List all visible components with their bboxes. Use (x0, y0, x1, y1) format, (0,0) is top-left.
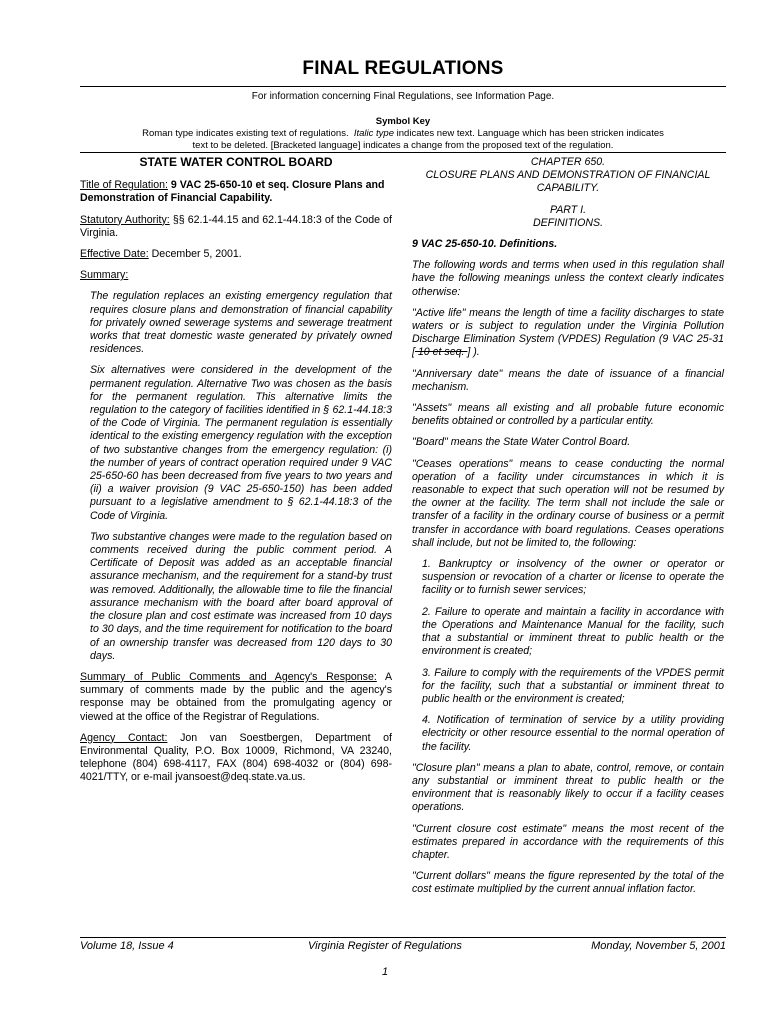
page-title: FINAL REGULATIONS (302, 58, 504, 79)
symbol-key-text: Roman type indicates existing text of regulations. (142, 128, 349, 139)
symbol-key-italic: Italic type (353, 128, 395, 139)
summary-paragraph: Six alternatives were considered in the development of the permanent regulation. Alternative Two was chosen as the basis for the permanent regulation. This alternative limits the regulation to the category of facilities identified in § 62.1-44.18:3 of the Code of Virginia. The permanent regulation is essentially identical to the existing emergency regulation with the exception of two substantive changes from the emergency regulation: (i) the number of years of contract operation required under 9 VAC 25-650-60 has been decreased from five years to two years and (ii) a waiver provision (9 VAC 25-650-150) has been added pursuant to a legislative amendment to § 62.1-44.18:3 of the Code of Virginia. (90, 364, 392, 522)
label: Title of Regulation: (80, 179, 168, 192)
definition-board: "Board" means the State Water Control Board. (412, 436, 631, 449)
symbol-key-line1 (80, 128, 726, 140)
info-note: For information concerning Final Regulations, see Information Page. (251, 91, 555, 102)
page-number: 1 (381, 966, 389, 978)
summary-label: Summary: (80, 269, 129, 282)
footer-volume: Volume 18, Issue 4 (80, 940, 174, 952)
definition-current-dollars: "Current dollars" means the figure represented by the total of the cost estimate multiplied by the current annual inflation factor. (412, 870, 724, 896)
value: Jon van Soestbergen, Department of Environmental Quality, P.O. Box 10009, Richmond, VA 23240, telephone (804) 698-4117, FAX (804) 698-4032 or (804) 698-4021/TTY, or e-mail jvansoest@deq.state.va.us. (80, 731, 392, 784)
title-of-regulation (80, 179, 392, 205)
list-item: 2. Failure to operate and maintain a facility in accordance with the Operations and Maintenance Manual for the facility, such that a substantial or imminent threat to public health or the environment is created; (422, 605, 724, 658)
definitions-intro: The following words and terms when used in this regulation shall have the following meanings unless the context clearly indicates otherwise: (412, 259, 724, 298)
public-comments (80, 671, 392, 724)
value: December 5, 2001. (151, 248, 242, 261)
footer-date: Monday, November 5, 2001 (591, 940, 726, 952)
symbol-key-text: indicates new text. Language which has been stricken indicates (396, 128, 664, 139)
definition-active-life (412, 307, 724, 360)
list-item: 3. Failure to comply with the requirements of the VPDES permit for the facility, such that a substantial or imminent threat to public health or the environment is created; (422, 666, 724, 705)
definition-ceases-operations: "Ceases operations" means to cease conducting the normal operation of a facility under circumstances in which it is reasonable to expect that such operation will not be resumed by the owner at the facility. The term shall not include the sale or transfer of a facility in the ordinary course of business or a permit transfer in accordance with board regulations. Ceases operations shall include, but not be limited to, the following: (412, 457, 724, 549)
value: 9 VAC 25-650-10 et seq. Closure Plans and Demonstration of Financial Capability. (80, 179, 385, 205)
label: Effective Date: (80, 248, 149, 261)
label: Summary of Public Comments and Agency's Response: (80, 670, 377, 683)
section-heading: 9 VAC 25-650-10. Definitions. (412, 238, 558, 251)
chapter-title: CLOSURE PLANS AND DEMONSTRATION OF FINANCIAL CAPABILITY. (425, 169, 711, 195)
part-number: PART I. (549, 203, 587, 216)
symbol-key-title: Symbol Key (375, 116, 431, 127)
text: ] ). (467, 346, 480, 359)
summary-paragraph: Two substantive changes were made to the regulation based on comments received during the public comment period. A Certificate of Deposit was added as an acceptable financial assurance mechanism, and the requirement for a stand-by trust was removed. Additionally, the allowable time to file the financial assurance mechanism with the board after board approval of the closure plan and cost estimate was increased from 10 days to 30 days, and the time requirement for notification to the board of an ownership transfer was decreased from 120 days to 30 days. (90, 530, 392, 662)
definition-current-closure-cost: "Current closure cost estimate" means the most recent of the estimates prepared in accordance with the requirements of this chapter. (412, 822, 724, 861)
part-title: DEFINITIONS. (532, 216, 604, 229)
right-column (412, 156, 724, 905)
value: §§ 62.1-44.15 and 62.1-44.18:3 of the Code of Virginia. (80, 213, 392, 239)
definition-anniversary-date: "Anniversary date" means the date of issuance of a financial mechanism. (412, 367, 724, 393)
symbol-key-line2: text to be deleted. [Bracketed language] indicates a change from the proposed text of the regulation. (192, 140, 614, 151)
header-rule (80, 152, 726, 153)
stricken-text: 10 et seq. (414, 346, 468, 359)
summary-paragraph: The regulation replaces an existing emergency regulation that requires closure plans and demonstration of financial capability for privately owned sewerage systems and sewerage treatment works that treat domestic waste generated by privately owned residences. (90, 290, 392, 356)
list-item: 1. Bankruptcy or insolvency of the owner or operator or suspension or revocation of a charter or license to operate the facility or to furnish sewer services; (422, 558, 724, 597)
left-column (80, 156, 392, 793)
label: Statutory Authority: (80, 213, 170, 226)
agency-contact (80, 732, 392, 785)
text: "Active life" means the length of time a facility discharges to state waters or is subject to regulation under the Virginia Pollution Discharge Elimination System (VPDES) Regulation (9 VAC 25-31 [ (412, 306, 724, 359)
title-rule (80, 86, 726, 87)
chapter-number: CHAPTER 650. (530, 156, 606, 168)
definition-closure-plan: "Closure plan" means a plan to abate, control, remove, or contain any substantial or imminent threat to public health or the environment that is reasonably likely to occur if a facility ceases operations. (412, 761, 724, 814)
symbol-key (80, 116, 726, 152)
statutory-authority (80, 214, 392, 240)
label: Agency Contact: (80, 731, 168, 744)
definition-assets: "Assets" means all existing and all probable future economic benefits obtained or controlled by a particular entity. (412, 402, 724, 428)
footer-register: Virginia Register of Regulations (308, 940, 462, 952)
effective-date (80, 248, 392, 261)
value: A summary of comments made by the public and the agency's response may be obtained from the promulgating agency or viewed at the office of the Registrar of Regulations. (80, 670, 393, 723)
board-heading: STATE WATER CONTROL BOARD (139, 155, 333, 169)
footer-rule (80, 937, 726, 938)
list-item: 4. Notification of termination of service by a utility providing electricity or other resource essential to the normal operation of the facility. (422, 714, 724, 753)
